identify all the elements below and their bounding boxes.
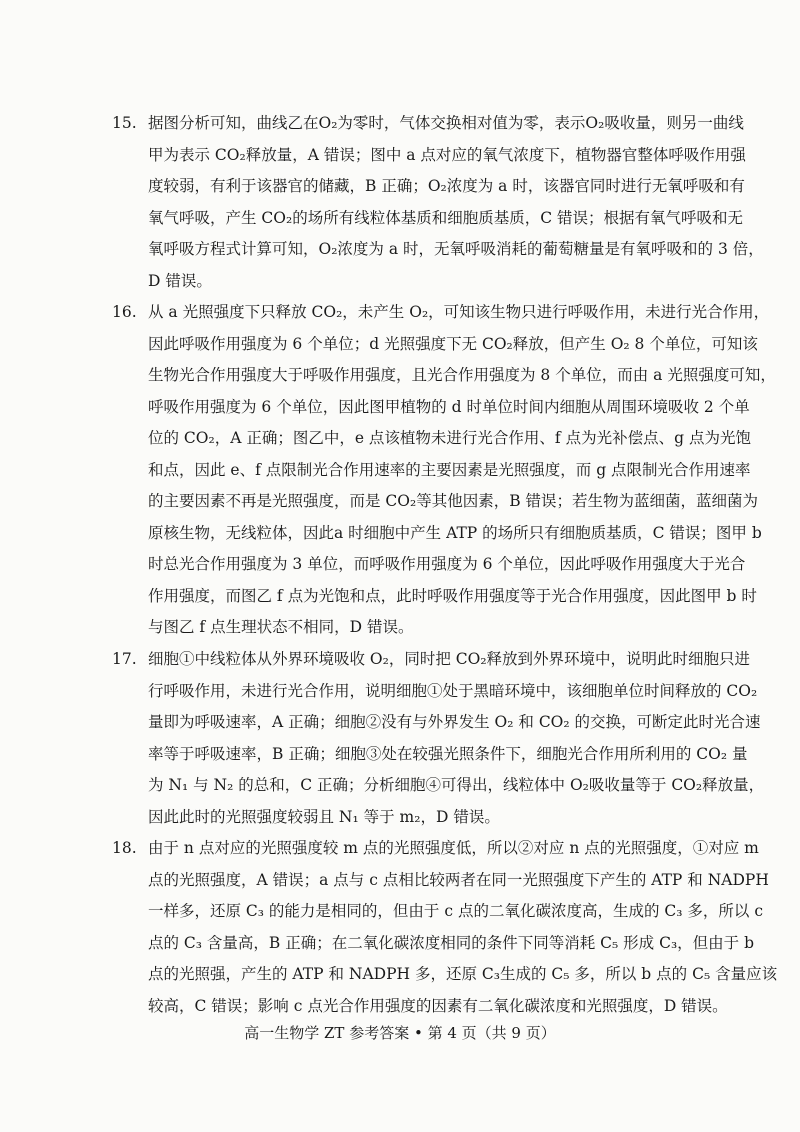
text-line: 作用强度，而图乙 f 点为光饱和点，此时呼吸作用强度等于光合作用强度，因此图甲 b 时 (148, 586, 757, 605)
text-line: 和点，因此 e、f 点限制光合作用速率的主要因素是光照强度，而 g 点限制光合作用速率 (148, 460, 751, 479)
item-number: 17. (112, 650, 137, 668)
text-line: 为 N₁ 与 N₂ 的总和，C 正确；分析细胞④可得出，线粒体中 O₂吸收量等于 CO₂释放量， (148, 776, 765, 794)
item-number: 15. (112, 114, 137, 132)
item-text (148, 108, 764, 297)
text-line: 的主要因素不再是光照强度，而是 CO₂等其他因素，B 错误；若生物为蓝细菌，蓝细菌为 (148, 492, 759, 510)
text-line: 因此呼吸作用强度为 6 个单位；d 光照强度下无 CO₂释放，但产生 O₂ 8 个单位，可知该 (148, 334, 758, 353)
answer-item-15 (112, 108, 764, 297)
text-line: 行呼吸作用，未进行光合作用，说明细胞①处于黑暗环境中，该细胞单位时间释放的 CO₂ (148, 681, 758, 700)
item-text (148, 833, 778, 1022)
text-line: 位的 CO₂，A 正确；图乙中，e 点该植物未进行光合作用、f 点为光补偿点、g 点为光饱 (148, 429, 751, 447)
text-line: 生物光合作用强度大于呼吸作用强度，且光合作用强度为 8 个单位，而由 a 光照强度可知， (148, 366, 776, 384)
text-line: 率等于呼吸速率，B 正确；细胞③处在较强光照条件下，细胞光合作用所利用的 CO₂ 量 (148, 744, 748, 763)
text-line: 一样多，还原 C₃ 的能力是相同的，但由于 c 点的二氧化碳浓度高，生成的 C₃ 多，所以 c (148, 902, 763, 920)
item-number: 16. (112, 303, 137, 321)
answer-item-16 (112, 297, 776, 644)
text-line: 氧呼吸方程式计算可知，O₂浓度为 a 时，无氧呼吸消耗的葡萄糖量是有氧呼吸和的 3 倍， (148, 240, 764, 258)
text-line: 量即为呼吸速率，A 正确；细胞②没有与外界发生 O₂ 和 CO₂ 的交换，可断定此时光合速 (148, 713, 761, 731)
text-line: 从 a 光照强度下只释放 CO₂，未产生 O₂，可知该生物只进行呼吸作用，未进行光合作用， (148, 303, 770, 321)
page-footer: 高一生物学 ZT 参考答案 • 第 4 页（共 9 页） (244, 1024, 556, 1042)
text-line: 与图乙 f 点生理状态不相同，D 错误。 (148, 618, 414, 636)
text-line: 氧气呼吸，产生 CO₂的场所有线粒体基质和细胞质基质，C 错误；根据有氧气呼吸和无 (148, 208, 743, 227)
text-line: 细胞①中线粒体从外界环境吸收 O₂，同时把 CO₂释放到外界环境中，说明此时细胞只进 (148, 650, 751, 668)
text-line: 甲为表示 CO₂释放量，A 错误；图中 a 点对应的氧气浓度下，植物器官整体呼吸作用强 (148, 145, 746, 164)
answer-item-17 (112, 644, 765, 833)
text-line: 点的光照强度，A 错误；a 点与 c 点相比较两者在同一光照强度下产生的 ATP 和 NADPH (148, 870, 769, 889)
item-text (148, 297, 776, 644)
text-line: 由于 n 点对应的光照强度较 m 点的光照强度低，所以②对应 n 点的光照强度，①对应 m (148, 839, 759, 857)
text-line: 呼吸作用强度为 6 个单位，因此图甲植物的 d 时单位时间内细胞从周围环境吸收 2 个单 (148, 397, 750, 416)
item-text (148, 644, 765, 833)
text-line: 时总光合作用强度为 3 单位，而呼吸作用强度为 6 个单位，因此呼吸作用强度大于光合 (148, 555, 746, 573)
text-line: 度较弱，有利于该器官的储藏，B 正确；O₂浓度为 a 时，该器官同时进行无氧呼吸和有 (148, 177, 745, 195)
text-line: 点的 C₃ 含量高，B 正确；在二氧化碳浓度相同的条件下同等消耗 C₅ 形成 C₃，但由于 b (148, 933, 755, 952)
text-line: 较高，C 错误；影响 c 点光合作用强度的因素有二氧化碳浓度和光照强度，D 错误。 (148, 996, 728, 1015)
text-line: 因此此时的光照强度较弱且 N₁ 等于 m₂，D 错误。 (148, 807, 500, 826)
text-line: 据图分析可知，曲线乙在O₂为零时，气体交换相对值为零，表示O₂吸收量，则另一曲线 (148, 114, 744, 132)
item-number: 18. (112, 839, 137, 857)
answer-item-18 (112, 833, 778, 1022)
text-line: D 错误。 (148, 271, 212, 290)
text-line: 点的光照强，产生的 ATP 和 NADPH 多，还原 C₃生成的 C₅ 多，所以 b 点的 C₅ 含量应该 (148, 965, 778, 983)
text-line: 原核生物，无线粒体，因此a 时细胞中产生 ATP 的场所只有细胞质基质，C 错误；图甲 b (148, 523, 762, 542)
